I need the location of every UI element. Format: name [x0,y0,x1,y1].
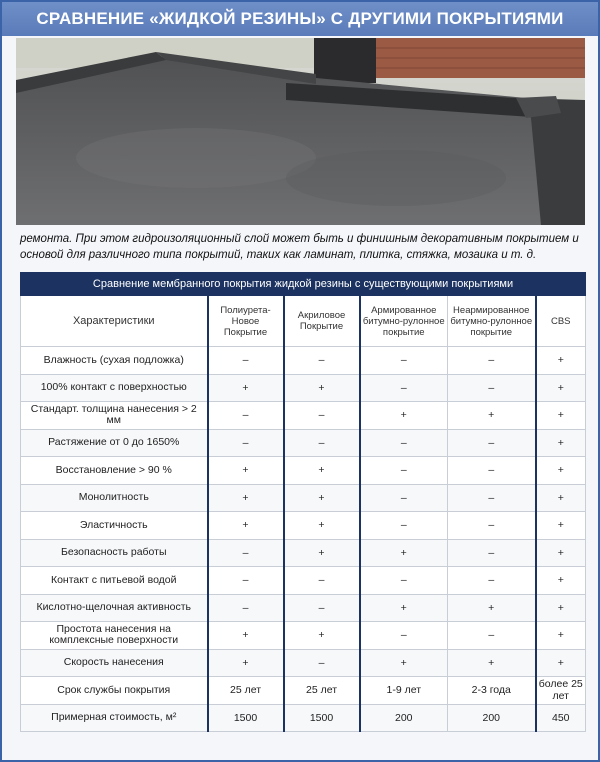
table-cell: + [360,649,448,677]
table-cell: + [360,539,448,567]
table-cell: – [360,347,448,375]
row-label: Влажность (сухая подложка) [21,347,208,375]
table-cell: – [360,567,448,595]
table-cell: + [536,649,586,677]
row-label: 100% контакт с поверхностью [21,374,208,402]
table-row [21,457,586,485]
table-cell: 450 [536,704,586,732]
table-cell: – [208,402,284,430]
table-cell: – [448,484,536,512]
table-cell: – [448,622,536,650]
table-row [21,704,586,732]
table-row [21,539,586,567]
row-label: Стандарт. толщина нанесения > 2 мм [21,402,208,430]
column-header: Акриловое Покрытие [284,296,360,347]
column-header: Неармированное битумно-рулонное покрытие [448,296,536,347]
table-cell: 1-9 лет [360,677,448,705]
page-title: СРАВНЕНИЕ «ЖИДКОЙ РЕЗИНЫ» С ДРУГИМИ ПОКРЫТИЯМИ [2,2,598,36]
table-cell: + [536,567,586,595]
table-cell: – [208,567,284,595]
table-cell: – [284,429,360,457]
table-cell: + [536,347,586,375]
table-row [21,649,586,677]
table-row [21,512,586,540]
table-cell: – [448,457,536,485]
table-cell: – [284,649,360,677]
row-label: Скорость нанесения [21,649,208,677]
table-cell: + [536,512,586,540]
table-header-row [21,296,586,347]
table-cell: – [284,594,360,622]
table-row [21,374,586,402]
row-label: Восстановление > 90 % [21,457,208,485]
table-cell: – [360,457,448,485]
table-cell: + [208,374,284,402]
table-cell: + [284,512,360,540]
table-row [21,402,586,430]
table-cell: – [208,347,284,375]
row-label: Растяжение от 0 до 1650% [21,429,208,457]
table-cell: + [208,457,284,485]
row-label: Примерная стоимость, м² [21,704,208,732]
table-cell: + [284,457,360,485]
table-cell: + [284,622,360,650]
table-row [21,622,586,650]
table-cell: + [536,402,586,430]
table-cell: + [536,594,586,622]
table-cell: – [448,347,536,375]
table-cell: 25 лет [284,677,360,705]
column-header: Полиурета-Новое Покрытие [208,296,284,347]
table-cell: + [536,484,586,512]
table-cell: + [536,429,586,457]
table-cell: 200 [360,704,448,732]
table-cell: – [360,484,448,512]
table-cell: + [208,484,284,512]
table-row [21,429,586,457]
row-label: Контакт с питьевой водой [21,567,208,595]
table-cell: – [360,512,448,540]
table-cell: – [208,594,284,622]
table-cell: + [536,374,586,402]
table-cell: – [208,429,284,457]
table-cell: + [448,594,536,622]
table-cell: 1500 [208,704,284,732]
table-cell: – [284,567,360,595]
table-cell: + [448,649,536,677]
table-row [21,484,586,512]
table-cell: 2-3 года [448,677,536,705]
table-cell: 25 лет [208,677,284,705]
table-cell: + [360,402,448,430]
table-cell: 1500 [284,704,360,732]
table-cell: – [360,429,448,457]
table-cell: + [208,622,284,650]
column-header: Характеристики [21,296,208,347]
roof-photo-illustration [16,38,585,225]
table-cell: – [360,622,448,650]
column-header: Армированное битумно-рулонное покрытие [360,296,448,347]
table-cell: + [208,512,284,540]
table-cell: – [208,539,284,567]
table-cell: + [284,374,360,402]
table-row [21,567,586,595]
table-cell: + [284,484,360,512]
table-cell: + [536,622,586,650]
table-cell: – [284,347,360,375]
row-label: Срок службы покрытия [21,677,208,705]
table-row [21,594,586,622]
table-title: Сравнение мембранного покрытия жидкой резины с существующими покрытиями [21,273,586,296]
comparison-table-container [20,272,585,748]
row-label: Монолитность [21,484,208,512]
table-row [21,347,586,375]
table-cell: + [536,457,586,485]
table-cell: – [360,374,448,402]
caption-text: ремонта. При этом гидроизоляционный слой может быть и финишным декоративным покрытием и основой для различного типа покрытий, таких как ламинат, плитка, стяжка, мозаика и т. д. [20,233,579,261]
table-cell: – [284,402,360,430]
comparison-table [20,272,586,732]
table-cell: – [448,429,536,457]
row-label: Эластичность [21,512,208,540]
table-cell: более 25 лет [536,677,586,705]
table-cell: + [284,539,360,567]
row-label: Кислотно-щелочная активность [21,594,208,622]
table-cell: + [208,649,284,677]
table-cell: – [448,512,536,540]
roof-photo [16,38,585,225]
row-label: Безопасность работы [21,539,208,567]
table-cell: 200 [448,704,536,732]
table-cell: – [448,567,536,595]
table-cell: – [448,374,536,402]
column-header: CBS [536,296,586,347]
row-label: Простота нанесения на комплексные поверхности [21,622,208,650]
table-cell: + [448,402,536,430]
table-row [21,677,586,705]
table-cell: + [360,594,448,622]
table-cell: + [536,539,586,567]
table-cell: – [448,539,536,567]
